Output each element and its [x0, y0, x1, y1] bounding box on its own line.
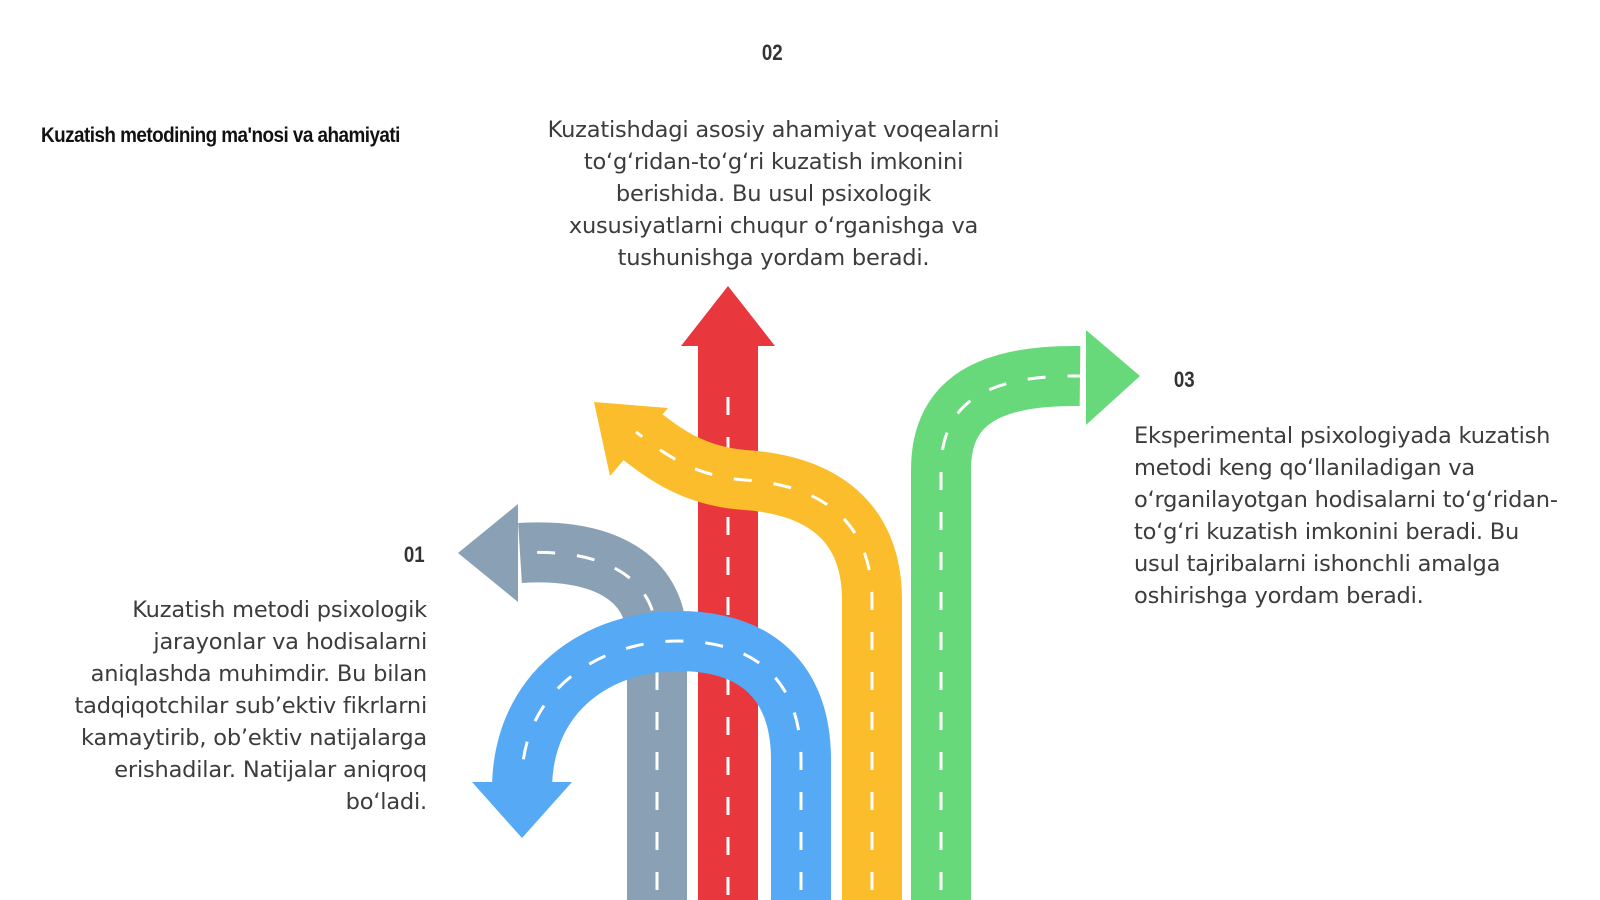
green-arrow — [941, 330, 1140, 900]
item-number-03: 03 — [1173, 367, 1195, 392]
item-text-02: Kuzatishdagi asosiy ahamiyat voqealarni to‘g‘ridan-to‘g‘ri kuzatish imkonini berishida. Bu usul psixologik xususiyatlarni chuqur o‘rganishga va tushunishga yordam beradi. — [547, 117, 1000, 271]
item-text-01: Kuzatish metodi psixologik jarayonlar va hodisalarni aniqlashda muhimdir. Bu bilan tadqiqotchilar sub’ektiv fikrlarni kamaytirib, ob’ektiv natijalarga erishadilar. Natijalar aniqroq bo‘ladi. — [74, 597, 427, 815]
item-number-02: 02 — [761, 40, 783, 65]
item-text-03: Eksperimental psixologiyada kuzatish metodi keng qo‘llaniladigan va o‘rganilayotgan hodisalarni to‘g‘ridan-to‘g‘ri kuzatish imkonini beradi. Bu usul tajribalarni ishonchli amalga oshirishga yordam beradi. — [1134, 423, 1558, 609]
page-title: Kuzatish metodining ma'nosi va ahamiyati — [41, 124, 400, 147]
item-number-01: 01 — [403, 542, 425, 567]
